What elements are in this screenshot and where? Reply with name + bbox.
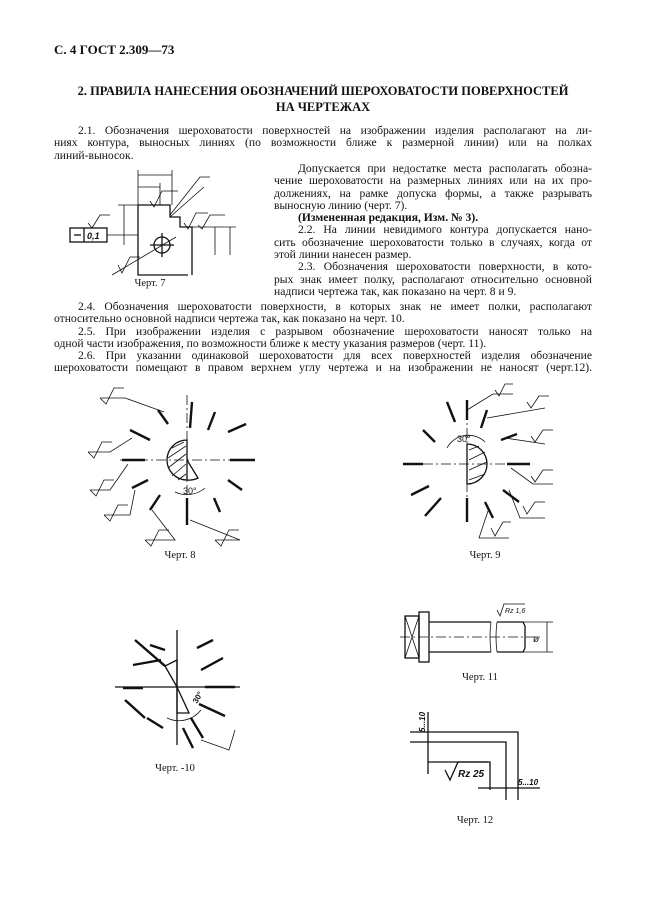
figure-8-drawing [80,380,280,550]
roughness-label: Rz 1,6 [505,608,526,615]
tolerance-value: 0,1 [87,231,100,241]
roughness-mark [133,660,161,665]
figure-9-caption: Черт. 9 [469,550,501,561]
roughness-mark [191,718,203,738]
dimension-top: 5...10 [418,711,427,732]
hatched-section [165,660,177,687]
roughness-sign [88,215,110,228]
roughness-mark [190,402,192,428]
roughness-mark [125,700,145,718]
text-line: 2.2. На линии невидимого контура допускается нано- [298,223,592,237]
roughness-mark [201,658,223,670]
section-title-line-1: 2. ПРАВИЛА НАНЕСЕНИЯ ОБОЗНАЧЕНИЙ ШЕРОХОВАТОСТИ ПОВЕРХНОСТЕЙ [77,84,569,98]
roughness-mark [411,486,429,495]
angle-label: 30° [183,486,197,496]
roughness-mark [130,430,150,440]
roughness-sign [170,177,210,215]
part-outline-step [138,205,192,275]
figure-11-drawing [395,600,555,670]
roughness-mark [158,410,168,424]
text-line: 2.1. Обозначения шероховатости поверхностей на изображении изделия располагают на ли- [78,124,592,137]
figure-8-caption: Черт. 8 [164,550,196,561]
roughness-mark [214,498,220,512]
figure-12-caption: Черт. 12 [456,815,494,826]
figure-10-drawing [105,600,255,760]
dimension-right: 5...10 [518,778,539,787]
paragraph-2-1-continued [274,163,592,298]
roughness-mark [447,402,455,422]
figure-7-caption: Черт. 7 [134,278,166,289]
roughness-mark [208,412,215,430]
section-title [40,83,606,115]
roughness-label: Rz 25 [458,769,485,780]
roughness-mark [183,728,193,748]
text-line: Допускается при недостатке места располагать обозна- [298,162,592,175]
figure-10-caption: Черт. -10 [155,763,195,774]
amendment-note: (Измененная редакция, Изм. № 3). [298,211,479,225]
roughness-mark [481,410,487,428]
text-line: линий-выносок. [54,148,134,162]
text-line: чение шероховатости на размерных линиях или на их про- [274,174,592,188]
figure-11-caption: Черт. 11 [462,672,498,683]
text-line: шероховатости помещают в правом верхнем углу чертежа и на изображении не наносят (черт.12). [54,361,592,375]
paragraphs-2-4-to-2-6 [54,301,592,375]
angle-label: 30° [190,690,205,705]
text-line: 2.4. Обозначения шероховатости поверхности, в которых знак не имеет полки, располагают [78,300,592,313]
roughness-mark [228,424,246,432]
figure-12-drawing [400,700,550,810]
text-line: 2.3. Обозначения шероховатости поверхности, в кото- [298,260,592,274]
section-title-line-2: НА ЧЕРТЕЖАХ [275,100,371,114]
roughness-mark [199,704,225,716]
angle-label: 30° [457,434,471,444]
text-line: должениях, на рамке допуска формы, а также разрывать [274,186,592,200]
roughness-mark [425,498,441,516]
roughness-mark [150,495,160,510]
roughness-mark [147,718,163,728]
text-line: этой линии нанесен размер. [274,248,412,262]
roughness-mark [150,645,165,650]
diameter-symbol: ø [533,634,540,645]
hatched-section [177,687,189,713]
text-line: рых знак имеет полку, располагают относительно основной [274,272,592,286]
text-line: 2.6. При указании одинаковой шероховатости для всех поверхностей изделия обозначение [78,349,592,363]
text-line: относительно основной надписи чертежа так, как показано на черт. 10. [54,312,405,326]
figure-9-drawing [395,380,575,550]
roughness-mark [423,430,435,442]
text-line: надписи чертежа так, как показано на черт. 8 и 9. [274,284,517,298]
figure-7-drawing [60,165,260,275]
paragraph-2-1 [54,125,592,162]
page-header: С. 4 ГОСТ 2.309—73 [54,42,175,57]
roughness-mark [197,640,213,648]
text-line: сить обозначение шероховатости только в случаях, когда от [274,235,592,249]
text-line: одной части изображения, по возможности ближе к месту указания размеров (черт. 11). [54,336,487,350]
part-outline [138,205,188,275]
roughness-mark [228,480,242,490]
text-line: 2.5. При изображении изделия с разрывом обозначение шероховатости наносят только на [78,324,592,338]
text-line: ниях контура, выносных линиях (по возможности ближе к размерной линии) или на полках [54,136,592,150]
roughness-mark [132,480,148,488]
text-line: выносную линию (черт. 7). [274,198,408,212]
